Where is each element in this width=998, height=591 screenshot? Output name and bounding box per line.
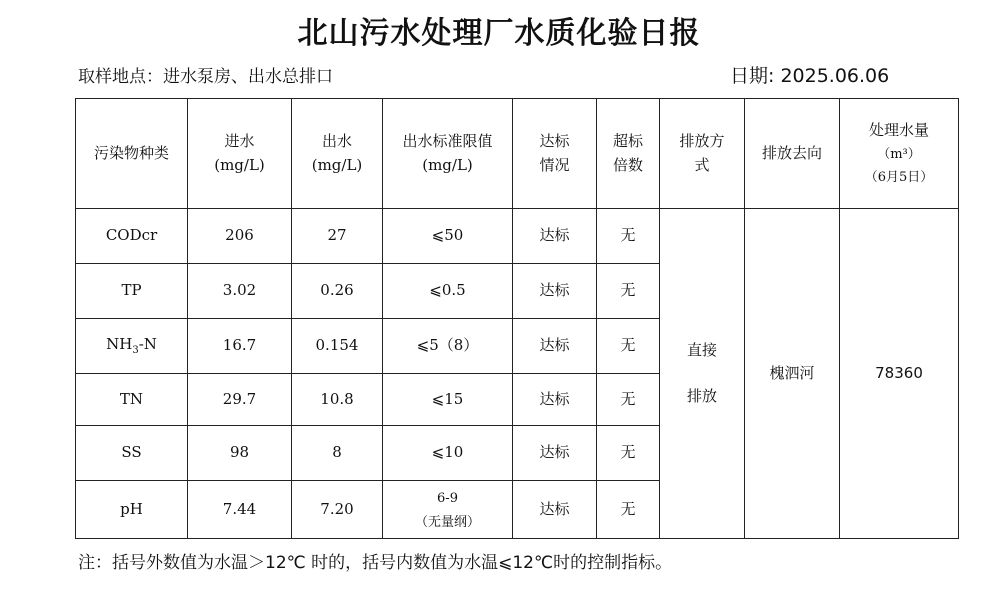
cell-inflow: 3.02 [188, 264, 292, 319]
cell-status: 达标 [513, 426, 597, 481]
cell-outflow: 0.26 [292, 264, 383, 319]
sampling-location: 取样地点：进水泵房、出水总排口 [78, 67, 333, 87]
cell-limit: ⩽5（8） [383, 319, 513, 374]
cell-inflow: 16.7 [188, 319, 292, 374]
cell-exceed: 无 [597, 374, 660, 426]
cell-exceed: 无 [597, 481, 660, 539]
footnote: 注：括号外数值为水温＞12℃ 时的，括号内数值为水温⩽12℃时的控制指标。 [78, 553, 673, 573]
cell-pollutant: TP [76, 264, 188, 319]
cell-outflow: 10.8 [292, 374, 383, 426]
cell-inflow: 7.44 [188, 481, 292, 539]
cell-outflow: 0.154 [292, 319, 383, 374]
table-row [76, 209, 959, 264]
header-pollutant: 污染物种类 [76, 99, 188, 209]
header-volume: 处理水量 （m³） （6月5日） [840, 99, 959, 209]
cell-limit: ⩽10 [383, 426, 513, 481]
cell-status: 达标 [513, 481, 597, 539]
header-inflow: 进水 (mg/L) [188, 99, 292, 209]
header-discharge-dest: 排放去向 [745, 99, 840, 209]
cell-outflow: 27 [292, 209, 383, 264]
header-status: 达标 情况 [513, 99, 597, 209]
water-quality-table [75, 98, 959, 539]
header-row [76, 99, 959, 209]
cell-pollutant: CODcr [76, 209, 188, 264]
cell-inflow: 98 [188, 426, 292, 481]
cell-outflow: 7.20 [292, 481, 383, 539]
cell-status: 达标 [513, 264, 597, 319]
cell-limit: ⩽15 [383, 374, 513, 426]
header-limit: 出水标准限值 (mg/L) [383, 99, 513, 209]
cell-inflow: 29.7 [188, 374, 292, 426]
report-title: 北山污水处理厂水质化验日报 [297, 16, 701, 51]
cell-pollutant: pH [76, 481, 188, 539]
cell-exceed: 无 [597, 264, 660, 319]
cell-exceed: 无 [597, 209, 660, 264]
cell-status: 达标 [513, 319, 597, 374]
cell-limit: 6-9 （无量纲） [383, 481, 513, 539]
cell-pollutant: TN [76, 374, 188, 426]
cell-discharge-mode: 直接 排放 [660, 209, 745, 539]
header-outflow: 出水 (mg/L) [292, 99, 383, 209]
cell-status: 达标 [513, 374, 597, 426]
cell-status: 达标 [513, 209, 597, 264]
cell-exceed: 无 [597, 426, 660, 481]
header-exceed: 超标 倍数 [597, 99, 660, 209]
cell-inflow: 206 [188, 209, 292, 264]
cell-limit: ⩽0.5 [383, 264, 513, 319]
cell-discharge-dest: 槐泗河 [745, 209, 840, 539]
cell-outflow: 8 [292, 426, 383, 481]
cell-pollutant: $NH_3-N$ [76, 319, 188, 374]
header-discharge-mode: 排放方 式 [660, 99, 745, 209]
cell-limit: ⩽50 [383, 209, 513, 264]
cell-volume: 78360 [840, 209, 959, 539]
cell-exceed: 无 [597, 319, 660, 374]
cell-pollutant: SS [76, 426, 188, 481]
report-date: 日期: 2025.06.06 [730, 65, 890, 87]
